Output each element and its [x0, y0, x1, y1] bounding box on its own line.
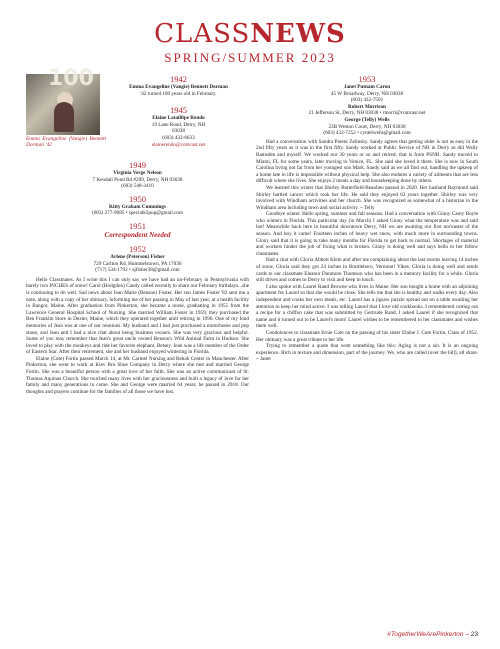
address-1953: 45 W Broadway, Derry, NH 03038 [330, 90, 404, 97]
entry-name-1945: Elaine Lataillipe Rendo [152, 115, 205, 122]
year-1950: 1950 [129, 193, 146, 204]
year-1952: 1952 [129, 243, 146, 254]
correspondent-needed: Correspondent Needed [104, 230, 171, 239]
paragraph-1953-d: Had a chat with Gloria Abbott Klein and after me complaining about the last storms leaving 14 inches of snow, Gloria said they got 24 inches in Brattleboro, Vermont! Yikes. Gloria is doing well and sends cards to our classmate Eleanor Dunmore Thomson who has been in a memory facility for a while. Gloria still drives and comes to Derry to visit and keep in touch. [256, 257, 478, 284]
address-1945: 19 Lane Road, Derry, NH [151, 121, 206, 128]
page-footer: #TogetherWeArePinkerton – 23 [387, 631, 478, 638]
entry-note-1942: '42 turned 100 years old in February. [140, 90, 217, 97]
contact-1952[interactable]: (717) 534-1792 • ajfisher38@gmail.com [95, 267, 180, 274]
year-1949: 1949 [129, 160, 146, 170]
person-figure [54, 102, 74, 132]
left-column [26, 66, 249, 395]
paragraph-1953-g: Trying to remember a quote that went something like this: Aging is not a sin. It is an ongoing experience. Rich in texture and dimension, part of the journey. We, who are called (over the hill), all share. ~ Janet [256, 343, 478, 363]
year-1953: 1953 [358, 74, 376, 84]
address-1952: 729 Carlton Rd, Hummelstown, PA 17036 [93, 260, 182, 267]
title-news: NEWS [250, 19, 346, 49]
entry-name-1953: Janet Putnam Caron [343, 84, 391, 90]
page-number: 23 [470, 631, 478, 638]
entry-name-1953-b: Robert Morrison [348, 103, 386, 110]
title-class: CLASS [154, 19, 251, 49]
paragraph-1953-e: I also spoke with Laurel Rand Browne who lives in Maine. Her son bought a home with an adjoining apartment for Laurel so that she would be close. She tells me that she is healthy and walks every day. Also independent and cooks her own meals, etc. Laurel has a jigsaw puzzle spread out on a table awaiting her attention to keep her mind active. I was telling Laurel that I love old cookbooks. I remembered cutting out a recipe for a chiffon cake that was submitted by Gertrude Rand. I asked Laurel if she recognized that name and it turned out to be Laurel's mom! Laurel wishes to be remembered to her classmates and wishes them well. [256, 283, 478, 330]
entry-name-1950: Kitty Graham Cummings [108, 203, 167, 210]
issue-subtitle: SPRING/SUMMER 2023 [164, 50, 336, 65]
right-column [256, 74, 478, 363]
paragraph-1953-b: We learned this winter that Shirley Butterfield-Beaulieu passed in 2020. Her husband Raymond said Shirley battled cancer which took her life. He said they enjoyed 63 years together. Shirley was very involved with Windham activities and her church. She was recognized as somewhat of a historian in the Windham area including town and social activity. ~ Telly [256, 184, 478, 211]
class-news-title [0, 20, 500, 48]
email-1945[interactable]: elainerendo@comcast.net [151, 141, 206, 148]
phone-1953: (603) 432-7501 [350, 97, 384, 104]
birthday-photo [26, 66, 100, 135]
contact-1953-c[interactable]: (603) 432-7252 • cyntelwells@gmail.com [323, 130, 411, 137]
contact-1953-b[interactable]: 21 Jefferson St, Derry, NH 03038 • rmorri@comcast.net [308, 110, 426, 117]
photo-block [26, 66, 249, 149]
year-1945: 1945 [170, 105, 187, 116]
zip-1945: 03038 [172, 128, 185, 135]
entry-name-1942: Emma Evangeline (Vangie) Bennett Dorman [129, 84, 228, 90]
address-1953-c: 23B Weston Court, Derry, NH 03038 [328, 123, 406, 130]
entry-name-1952: Arlene (Peterson) Fisher [110, 253, 165, 260]
paragraph-1952-a: Hello Classmates. As I write this I can only say we have had an un-February in Pennsylvania with barely two INCHES of snow! Carol (Hodgdon) Candy called recently to share our February birthdays...she is continuing to do well. Sad news about Jean Marie (Benson) Foster. Her son James Foster '82 sent me a note, along with a copy of her obituary, informing me of her passing in May of last year, at a health facility in Bangor, Maine. After graduation from Pinkerton, she became a nurse, graduating in 1955 from the Lawrence General Hospital School of Nursing. She married William Foster in 1959; they purchased the Ben Franklin Store in Dexter, Maine, which they operated together until retiring in 1990. One of my fond memories of Jean was at one of our reunions. My husband and I had just purchased a motorhome and pop stone, and Jean and I had a nice chat about being business owners. She was very gracious and helpful. Some of you may remember that Jean's great uncle owned Benson's Wild Animal Farm in Hudson. She loved to play with the monkeys and ride her favorite elephant, Betsey. Jean was a life member of the Order of Eastern Star. After their retirement, she and her husband enjoyed wintering in Florida. [26, 276, 249, 356]
birthday-number: 100 [48, 66, 94, 91]
phone-1949: (603) 548-2410 [121, 183, 154, 190]
paragraph-1953-c: Goodbye winter. Hello spring, summer and fall seasons. Had a conversation with Ginny Carey Boyle who winters in Florida. This particular day (in March) I asked Ginny what the temperature was and said hot! Meanwhile back here in beautiful downtown Derry, NH we are awaiting our first nor'easter of the season. And boy it came! Fourteen inches of heavy wet snow, with much more in surrounding towns. Ginny said that it is going to take many months for Florida to get back to normal. Shortages of material and workers hinder the job of fixing what is broken. Ginny is doing well and says hello to her fellow classmates. [256, 211, 478, 257]
footer-hashtag: #TogetherWeArePinkerton [387, 631, 464, 638]
entry-name-1949: Virginia Verge Nelson [113, 170, 162, 176]
paragraph-1953-a: Had a conversation with Sandra Parent Zelinsky. Sandy agrees that getting older is not as easy in the 2nd fifty years as it was in the first fifty. Sandy worked at Public Service of NH in Derry as did Wally Ramsden and myself. We worked our 30 years or so and retired; that is from PSNH. Sandy moved to Miami, FL for some years, later moving to Venice, FL. She said she loved it there. She is now in South Carolina living not far from her youngest son Mark. Sandy said as we all find out, handling the upkeep of a home late in life is impossible without physical help. She also endures a variety of ailments that are less difficult where she lives. She enjoys 2 meals a day and housekeeping done by others. [256, 138, 478, 185]
entry-name-1953-c: George (Telly) Wells [344, 116, 390, 123]
address-1949: 7 Kendall Pond Rd #209, Derry, NH 03038 [92, 176, 183, 183]
paragraph-1952-b: Elaine (Cote) Fortin passed March 14, at Mt. Carmel Nursing and Rehab Center in Manchester. After Pinkerton, she went to work at Kiev Bro Shoe Company in Derry where she met and married George Fortin. She was a beautiful person with a great love of her faith. She was an active communicant of St. Thomas Aquinas Church. She touched many lives with her graciousness and built a legacy of love for her family and many generations to come. She and George were married 64 years; he passed in 2018. Our thoughts and prayers continue for the families of all those we have lost. [26, 355, 249, 395]
year-1951: 1951 [129, 220, 146, 231]
photo-caption: Emma Evangeline (Vangie) Bennett Dorman '42 [26, 136, 106, 149]
contact-1950[interactable]: (603) 277-9085 • specialk5pup@gmail.com [91, 210, 184, 217]
page-header [0, 20, 500, 66]
phone-1945: (603) 432-6633 [162, 134, 195, 141]
photo-side-text [108, 74, 249, 148]
year-1942: 1942 [170, 74, 187, 84]
paragraph-1953-f: Condolences to classmate Ernie Cote on the passing of his sister Elaine J. Cote Fortin, Class of 1952. Her obituary was a great tribute to her life. [256, 329, 478, 343]
